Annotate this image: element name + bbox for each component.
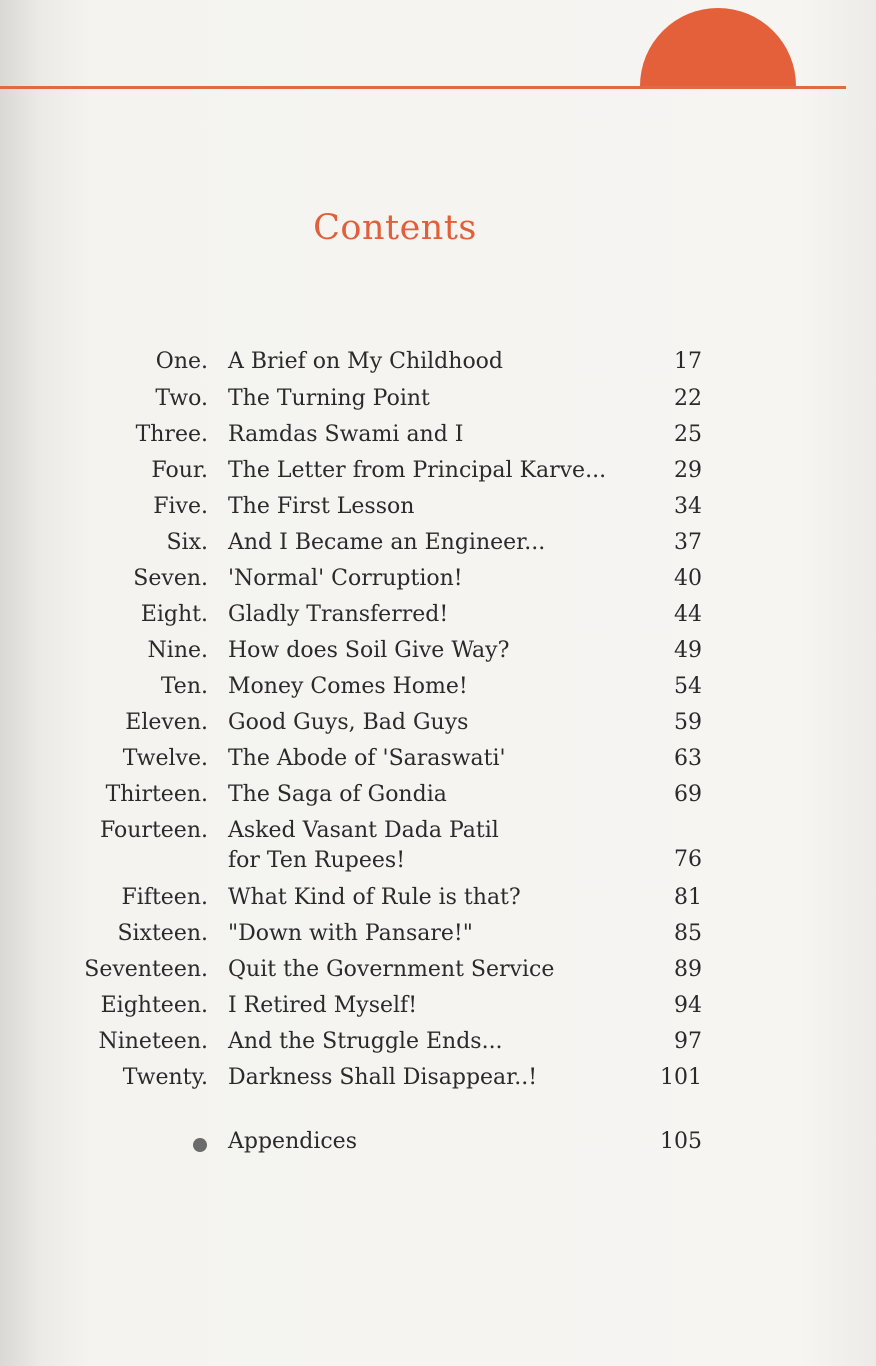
chapter-page: 44 [674,602,702,627]
chapter-page: 29 [674,458,702,483]
chapter-page: 59 [674,710,702,735]
chapter-page: 40 [674,566,702,591]
chapter-page: 63 [674,746,702,771]
chapter-title: What Kind of Rule is that? [228,885,521,910]
header-rule [0,86,846,89]
chapter-title-continued: for Ten Rupees! [228,848,406,873]
chapter-number: Two. [155,386,208,411]
chapter-title: Darkness Shall Disappear..! [228,1065,538,1090]
chapter-number: Eleven. [125,710,208,735]
chapter-number: Seven. [133,566,208,591]
chapter-title: The Letter from Principal Karve... [228,458,607,483]
chapter-title: And the Struggle Ends... [228,1029,503,1054]
chapter-number: Six. [166,530,208,555]
chapter-number: Twenty. [122,1065,208,1090]
chapter-title: I Retired Myself! [228,993,418,1018]
chapter-number: Twelve. [122,746,208,771]
chapter-number: Three. [135,422,208,447]
chapter-number: Five. [153,494,208,519]
chapter-title: Asked Vasant Dada Patil [228,818,499,843]
chapter-number: Fourteen. [99,818,208,843]
chapter-page: 25 [674,422,702,447]
chapter-page: 49 [674,638,702,663]
chapter-number: Nineteen. [98,1029,208,1054]
chapter-title: Good Guys, Bad Guys [228,710,469,735]
chapter-title: Quit the Government Service [228,957,555,982]
chapter-title: Gladly Transferred! [228,602,449,627]
chapter-number: Eight. [140,602,208,627]
chapter-number: Fifteen. [121,885,208,910]
page-title: Contents [313,208,477,248]
chapter-page: 94 [674,993,702,1018]
chapter-number: Ten. [160,674,208,699]
chapter-page: 81 [674,885,702,910]
chapter-page: 54 [674,674,702,699]
chapter-page: 89 [674,957,702,982]
chapter-title: "Down with Pansare!" [228,921,473,946]
chapter-number: Nine. [147,638,208,663]
chapter-title: How does Soil Give Way? [228,638,510,663]
chapter-page: 34 [674,494,702,519]
bullet-icon [193,1138,207,1152]
chapter-number: Thirteen. [105,782,208,807]
chapter-title: 'Normal' Corruption! [228,566,463,591]
chapter-page: 17 [674,349,702,374]
chapter-title: The First Lesson [228,494,415,519]
chapter-title: Money Comes Home! [228,674,468,699]
chapter-number: Eighteen. [100,993,208,1018]
chapter-number: Sixteen. [117,921,208,946]
chapter-title: A Brief on My Childhood [228,349,504,374]
chapter-number: Four. [151,458,208,483]
chapter-title: The Turning Point [228,386,430,411]
chapter-title: And I Became an Engineer... [228,530,546,555]
chapter-page: 85 [674,921,702,946]
chapter-page: 76 [674,847,702,872]
appendices-page: 105 [660,1129,702,1154]
chapter-page: 69 [674,782,702,807]
appendices-title: Appendices [228,1129,357,1154]
chapter-page: 22 [674,386,702,411]
chapter-page: 37 [674,530,702,555]
chapter-page: 97 [674,1029,702,1054]
chapter-title: The Saga of Gondia [228,782,447,807]
chapter-number: One. [155,349,208,374]
chapter-page: 101 [660,1065,702,1090]
chapter-number: Seventeen. [84,957,208,982]
chapter-title: Ramdas Swami and I [228,422,464,447]
toc-entry [0,816,876,880]
chapter-title: The Abode of 'Saraswati' [228,746,506,771]
